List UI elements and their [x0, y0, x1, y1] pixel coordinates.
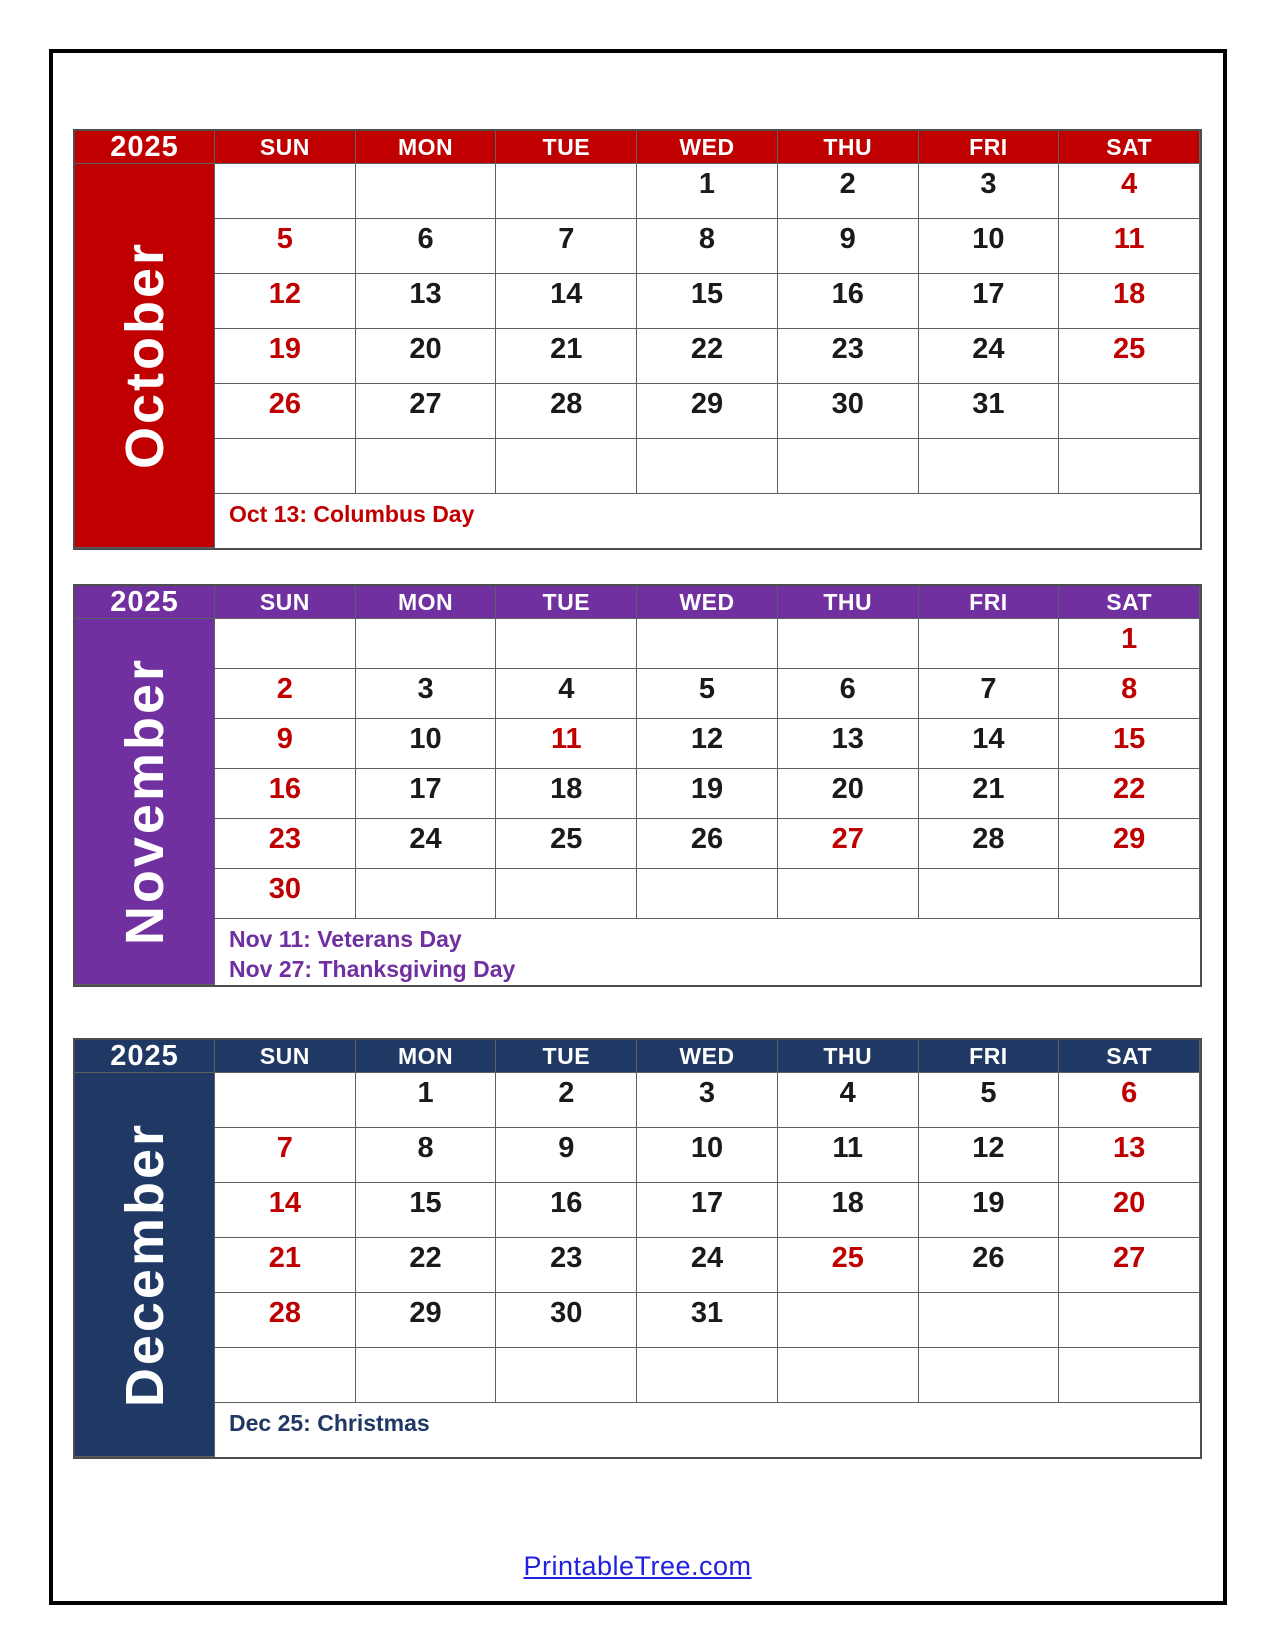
weekday-header-fri: FRI — [919, 1040, 1060, 1073]
date-cell-empty — [1059, 1348, 1200, 1403]
date-cell-30: 30 — [215, 869, 356, 919]
year-label: 2025 — [75, 1040, 215, 1073]
date-cell-3: 3 — [637, 1073, 778, 1128]
holiday-note-line: Nov 11: Veterans Day — [229, 926, 462, 952]
date-cell-4: 4 — [778, 1073, 919, 1128]
month-sidebar-october — [75, 164, 215, 548]
date-cell-6: 6 — [1059, 1073, 1200, 1128]
date-cell-2: 2 — [778, 164, 919, 219]
date-cell-25: 25 — [496, 819, 637, 869]
date-cell-empty — [919, 1293, 1060, 1348]
weekday-header-fri: FRI — [919, 131, 1060, 164]
date-cell-12: 12 — [919, 1128, 1060, 1183]
date-cell-empty — [778, 439, 919, 494]
date-cell-29: 29 — [637, 384, 778, 439]
date-cell-31: 31 — [637, 1293, 778, 1348]
weekday-header-sat: SAT — [1059, 1040, 1200, 1073]
date-cell-1: 1 — [637, 164, 778, 219]
weekday-header-sun: SUN — [215, 586, 356, 619]
date-cell-empty — [1059, 384, 1200, 439]
date-cell-empty — [919, 1348, 1060, 1403]
date-cell-13: 13 — [778, 719, 919, 769]
date-cell-24: 24 — [919, 329, 1060, 384]
weekday-header-sat: SAT — [1059, 131, 1200, 164]
date-cell-22: 22 — [356, 1238, 497, 1293]
date-cell-27: 27 — [356, 384, 497, 439]
date-cell-empty — [919, 439, 1060, 494]
date-cell-23: 23 — [778, 329, 919, 384]
date-cell-15: 15 — [356, 1183, 497, 1238]
month-name-label: October — [114, 241, 175, 470]
date-cell-empty — [1059, 439, 1200, 494]
date-cell-5: 5 — [215, 219, 356, 274]
date-cell-empty — [496, 1348, 637, 1403]
month-name-label: November — [114, 657, 175, 946]
date-cell-26: 26 — [919, 1238, 1060, 1293]
date-cell-8: 8 — [356, 1128, 497, 1183]
date-cell-empty — [637, 869, 778, 919]
date-cell-empty — [215, 1348, 356, 1403]
date-cell-3: 3 — [919, 164, 1060, 219]
date-cell-24: 24 — [637, 1238, 778, 1293]
weekday-header-tue: TUE — [496, 1040, 637, 1073]
date-cell-18: 18 — [496, 769, 637, 819]
printabletree-link[interactable]: PrintableTree.com — [523, 1551, 752, 1581]
date-cell-6: 6 — [778, 669, 919, 719]
date-cell-empty — [496, 439, 637, 494]
weekday-header-thu: THU — [778, 1040, 919, 1073]
year-label: 2025 — [75, 131, 215, 164]
date-cell-16: 16 — [215, 769, 356, 819]
date-cell-10: 10 — [637, 1128, 778, 1183]
date-cell-empty — [496, 869, 637, 919]
date-cell-12: 12 — [637, 719, 778, 769]
date-cell-27: 27 — [1059, 1238, 1200, 1293]
date-cell-28: 28 — [919, 819, 1060, 869]
date-cell-empty — [778, 869, 919, 919]
date-cell-empty — [919, 619, 1060, 669]
date-cell-17: 17 — [637, 1183, 778, 1238]
month-sidebar-december — [75, 1073, 215, 1457]
date-cell-empty — [215, 619, 356, 669]
date-cell-empty — [637, 1348, 778, 1403]
weekday-header-wed: WED — [637, 1040, 778, 1073]
date-cell-4: 4 — [1059, 164, 1200, 219]
date-cell-30: 30 — [778, 384, 919, 439]
calendar-november — [73, 584, 1202, 987]
holiday-notes — [215, 1403, 1200, 1457]
date-cell-1: 1 — [1059, 619, 1200, 669]
date-cell-19: 19 — [637, 769, 778, 819]
date-cell-11: 11 — [778, 1128, 919, 1183]
weekday-header-wed: WED — [637, 586, 778, 619]
year-label: 2025 — [75, 586, 215, 619]
date-cell-empty — [637, 619, 778, 669]
date-cell-5: 5 — [637, 669, 778, 719]
weekday-header-sat: SAT — [1059, 586, 1200, 619]
date-cell-21: 21 — [215, 1238, 356, 1293]
holiday-notes — [215, 919, 1200, 985]
date-cell-6: 6 — [356, 219, 497, 274]
date-cell-16: 16 — [496, 1183, 637, 1238]
weekday-header-mon: MON — [356, 1040, 497, 1073]
date-cell-22: 22 — [1059, 769, 1200, 819]
date-cell-10: 10 — [919, 219, 1060, 274]
date-cell-13: 13 — [356, 274, 497, 329]
date-cell-22: 22 — [637, 329, 778, 384]
date-cell-31: 31 — [919, 384, 1060, 439]
month-name-label: December — [114, 1121, 175, 1408]
calendar-october — [73, 129, 1202, 550]
calendar-december — [73, 1038, 1202, 1459]
holiday-notes — [215, 494, 1200, 548]
weekday-header-mon: MON — [356, 586, 497, 619]
date-cell-7: 7 — [919, 669, 1060, 719]
weekday-header-thu: THU — [778, 131, 919, 164]
date-cell-17: 17 — [356, 769, 497, 819]
date-cell-empty — [215, 164, 356, 219]
date-cell-9: 9 — [778, 219, 919, 274]
date-cell-empty — [356, 439, 497, 494]
date-cell-26: 26 — [215, 384, 356, 439]
date-cell-26: 26 — [637, 819, 778, 869]
date-cell-8: 8 — [637, 219, 778, 274]
date-cell-empty — [778, 619, 919, 669]
weekday-header-sun: SUN — [215, 131, 356, 164]
date-cell-29: 29 — [356, 1293, 497, 1348]
weekday-header-sun: SUN — [215, 1040, 356, 1073]
date-cell-7: 7 — [215, 1128, 356, 1183]
date-cell-11: 11 — [496, 719, 637, 769]
date-cell-30: 30 — [496, 1293, 637, 1348]
date-cell-23: 23 — [215, 819, 356, 869]
date-cell-2: 2 — [215, 669, 356, 719]
date-cell-25: 25 — [778, 1238, 919, 1293]
date-cell-25: 25 — [1059, 329, 1200, 384]
date-cell-5: 5 — [919, 1073, 1060, 1128]
date-cell-19: 19 — [215, 329, 356, 384]
date-cell-empty — [919, 869, 1060, 919]
date-cell-empty — [215, 1073, 356, 1128]
weekday-header-tue: TUE — [496, 131, 637, 164]
date-cell-16: 16 — [778, 274, 919, 329]
weekday-header-thu: THU — [778, 586, 919, 619]
date-cell-8: 8 — [1059, 669, 1200, 719]
date-cell-28: 28 — [496, 384, 637, 439]
date-cell-21: 21 — [496, 329, 637, 384]
footer — [0, 1551, 1275, 1582]
weekday-header-mon: MON — [356, 131, 497, 164]
date-cell-empty — [1059, 1293, 1200, 1348]
date-cell-20: 20 — [356, 329, 497, 384]
date-cell-empty — [778, 1348, 919, 1403]
date-cell-empty — [215, 439, 356, 494]
date-cell-27: 27 — [778, 819, 919, 869]
holiday-note-line: Dec 25: Christmas — [229, 1410, 430, 1436]
date-cell-4: 4 — [496, 669, 637, 719]
date-cell-17: 17 — [919, 274, 1060, 329]
date-cell-7: 7 — [496, 219, 637, 274]
date-cell-empty — [356, 619, 497, 669]
date-cell-9: 9 — [496, 1128, 637, 1183]
holiday-note-line: Oct 13: Columbus Day — [229, 501, 475, 527]
date-cell-18: 18 — [778, 1183, 919, 1238]
date-cell-empty — [1059, 869, 1200, 919]
month-sidebar-november — [75, 619, 215, 985]
date-cell-3: 3 — [356, 669, 497, 719]
date-cell-15: 15 — [1059, 719, 1200, 769]
date-cell-20: 20 — [1059, 1183, 1200, 1238]
date-cell-empty — [356, 1348, 497, 1403]
date-cell-13: 13 — [1059, 1128, 1200, 1183]
date-cell-14: 14 — [215, 1183, 356, 1238]
date-cell-18: 18 — [1059, 274, 1200, 329]
date-cell-19: 19 — [919, 1183, 1060, 1238]
date-cell-12: 12 — [215, 274, 356, 329]
date-cell-14: 14 — [919, 719, 1060, 769]
date-cell-empty — [356, 164, 497, 219]
holiday-note-line: Nov 27: Thanksgiving Day — [229, 955, 516, 982]
date-cell-24: 24 — [356, 819, 497, 869]
date-cell-23: 23 — [496, 1238, 637, 1293]
date-cell-11: 11 — [1059, 219, 1200, 274]
date-cell-empty — [778, 1293, 919, 1348]
date-cell-10: 10 — [356, 719, 497, 769]
weekday-header-wed: WED — [637, 131, 778, 164]
date-cell-1: 1 — [356, 1073, 497, 1128]
date-cell-empty — [637, 439, 778, 494]
date-cell-empty — [496, 619, 637, 669]
date-cell-28: 28 — [215, 1293, 356, 1348]
weekday-header-tue: TUE — [496, 586, 637, 619]
date-cell-empty — [356, 869, 497, 919]
date-cell-29: 29 — [1059, 819, 1200, 869]
date-cell-2: 2 — [496, 1073, 637, 1128]
date-cell-21: 21 — [919, 769, 1060, 819]
weekday-header-fri: FRI — [919, 586, 1060, 619]
date-cell-empty — [496, 164, 637, 219]
date-cell-14: 14 — [496, 274, 637, 329]
date-cell-9: 9 — [215, 719, 356, 769]
date-cell-20: 20 — [778, 769, 919, 819]
date-cell-15: 15 — [637, 274, 778, 329]
